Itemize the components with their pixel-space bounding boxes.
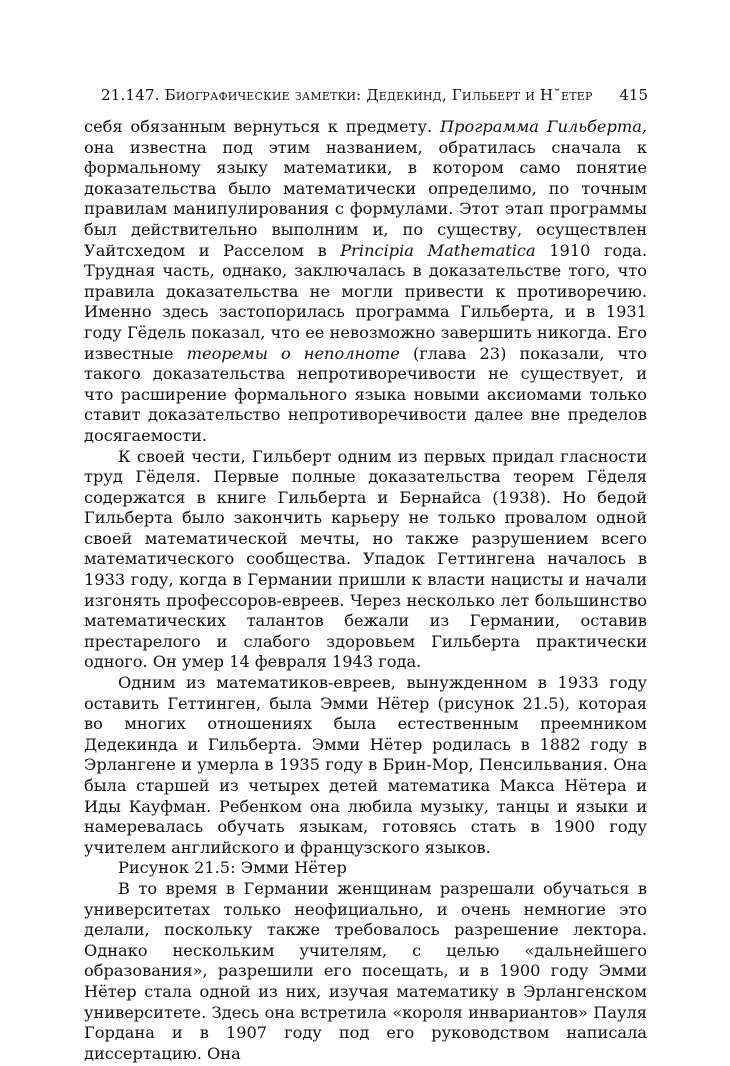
text-run: В то время в Германии женщинам разрешали обучаться в университетах только неофициально, и очень немногие это делали, поскольку также требовалось разрешение лектора. Однако нескольким учителям, с целью «дальнейшего образования», разрешили его посещать, и в 1900 году Эмми Нётер стала одной из них, изучая математику в Эрлангенском университете. Здесь она встретила «короля инвариантов» Пауля Гордана и в 1907 году под его руководством написала диссертацию. Она	[84, 878, 647, 1063]
figure-caption	[84, 858, 647, 879]
text-run: она известна под этим названием, обратилась сначала к формальному языку математики, в котором само понятие доказательства было математически определимо, по точным правилам манипулирования с формулами. Этот этап программы был действительно выполним и, по существу, осуществлен Уайтсхедом и Расселом в	[84, 137, 647, 260]
emphasized-text: теоремы о неполноте	[186, 343, 400, 363]
paragraph	[84, 673, 647, 858]
section-title: 21.147. Биографические заметки: Дедекинд, Гильберт и Н˘етер	[101, 86, 593, 104]
paragraph	[84, 117, 647, 447]
paragraph	[84, 879, 647, 1064]
emphasized-text: Программа Гильберта,	[440, 117, 648, 136]
text-run: 1910 года. Трудная часть, однако, заключалась в доказательстве того, что правила доказательства не могли привести к противоречию. Именно здесь застопорилась программа Гильберта, и в 1931 году Гёдель показал, что ее невозможно завершить никогда. Его известные	[84, 240, 647, 363]
paragraph	[84, 447, 647, 674]
text-run: себя обязанным вернуться к предмету.	[84, 117, 441, 136]
body-text	[84, 117, 647, 1064]
running-head	[101, 84, 648, 106]
text-run: К своей чести, Гильберт одним из первых придал гласности труд Гёделя. Первые полные доказательства теорем Гёделя содержатся в книге Гильберта и Бернайса (1938). Но бедой Гильберта было закончить карьеру не только провалом одной своей математической мечты, но также разрушением всего математического сообщества. Упадок Геттингена началось в 1933 году, когда в Германии пришли к власти нацисты и начали изгонять профессоров-евреев. Через несколько лет большинство математических талантов бежали из Германии, оставив престарелого и слабого здоровьем Гильберта практически одного. Он умер 14 февраля 1943 года.	[84, 446, 647, 672]
text-run: Рисунок 21.5: Эмми Нётер	[118, 858, 347, 878]
page-number: 415	[619, 86, 648, 104]
text-run: Одним из математиков-евреев, вынужденном в 1933 году оставить Геттинген, была Эмми Нётер (рисунок 21.5), которая во многих отношениях была естественным преемником Дедекинда и Гильберта. Эмми Нётер родилась в 1882 году в Эрлангене и умерла в 1935 году в Брин-Мор, Пенсильвания. Она была старшей из четырех детей математика Макса Нётера и Иды Кауфман. Ребенком она любила музыку, танцы и языки и намеревалась обучать языкам, готовясь стать в 1900 году учителем английского и французского языков.	[84, 673, 647, 857]
text-run: (глава 23) показали, что такого доказательства непротиворечивости не существует, и что расширение формального языка новыми аксиомами только ставит доказательство непротиворечивости далее вне пределов досягаемости.	[84, 343, 647, 445]
emphasized-text: Principia Mathematica	[340, 240, 536, 260]
